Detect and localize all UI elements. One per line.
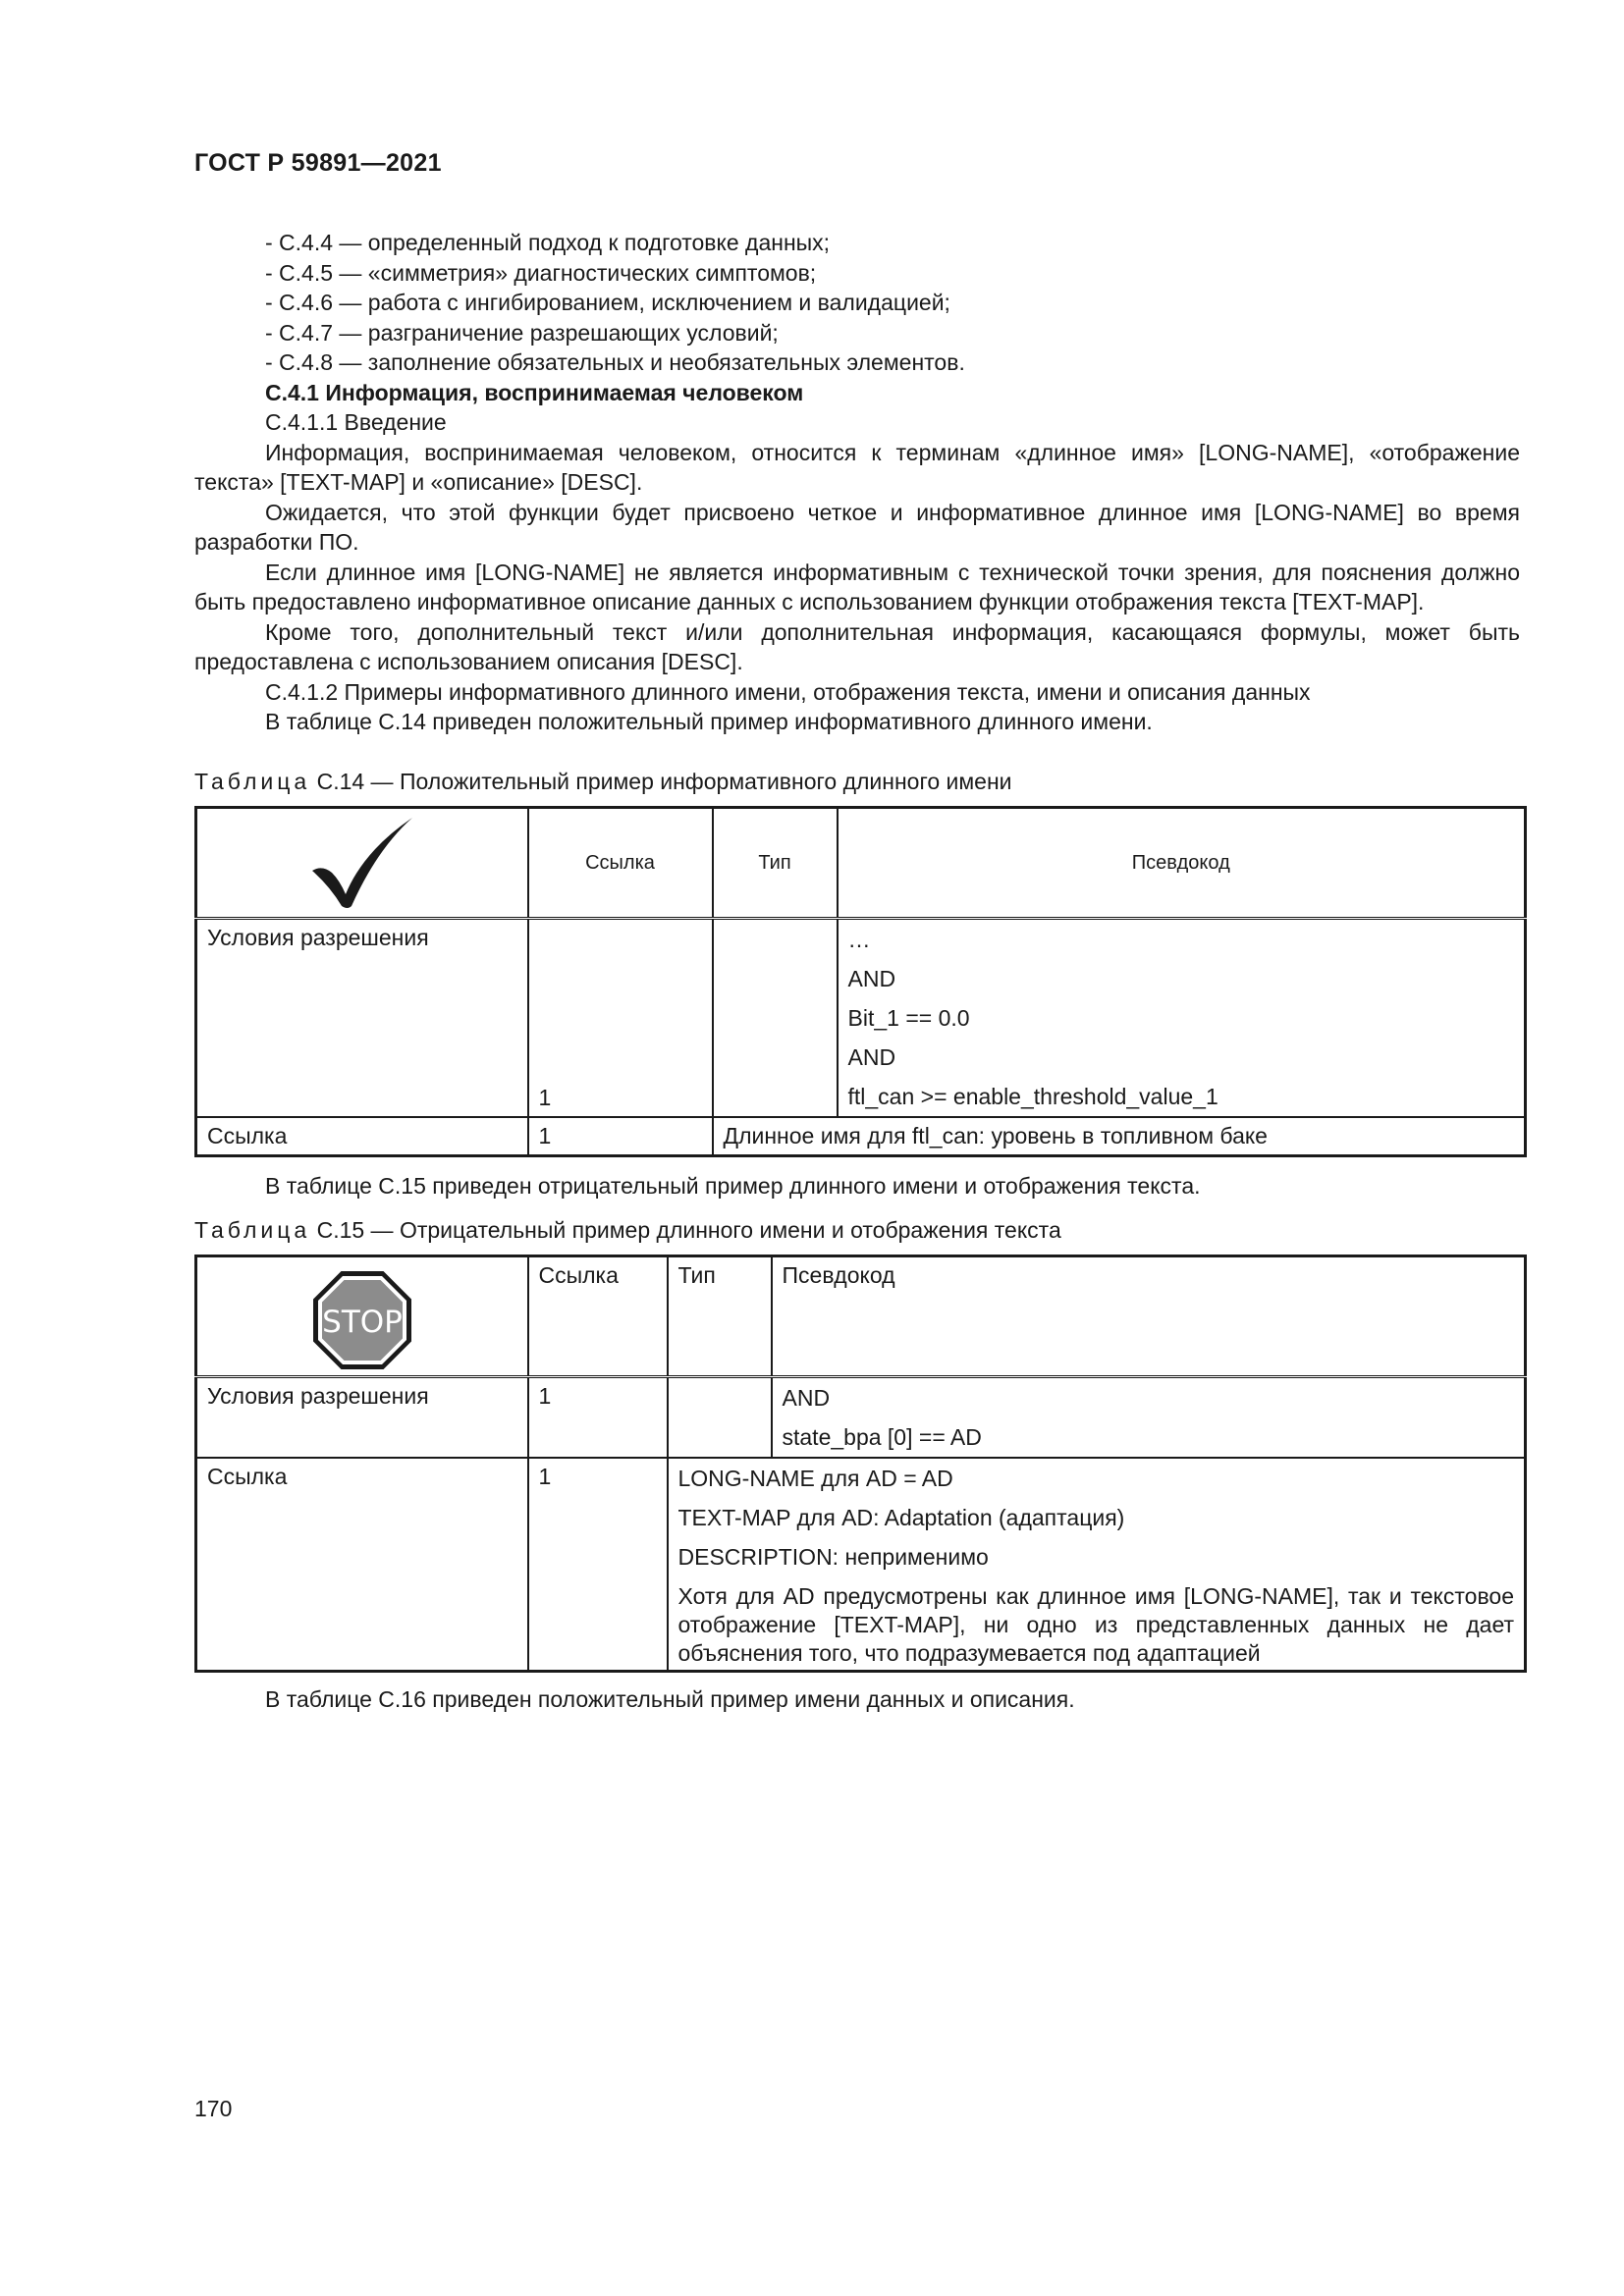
description-line: DESCRIPTION: неприменимо (677, 1544, 989, 1570)
row-type (713, 919, 838, 1118)
row-label: Условия разрешения (196, 1377, 528, 1459)
table-row (196, 1458, 1526, 1672)
body-text (194, 228, 1520, 1715)
row-description (668, 1458, 1526, 1672)
row-ref: 1 (528, 1377, 668, 1459)
header-type: Тип (713, 808, 838, 919)
table-c14 (194, 806, 1527, 1157)
caption-prefix: Таблица (194, 1216, 311, 1243)
page-number: 170 (194, 2096, 233, 2121)
header-pseudocode: Псевдокод (772, 1256, 1526, 1377)
pseudocode-line: AND (847, 1044, 896, 1070)
table-caption-c15 (194, 1215, 1520, 1246)
table-header-row (196, 1256, 1526, 1377)
stop-sign-icon (311, 1269, 413, 1371)
stop-sign-text: STOP (321, 1305, 403, 1340)
row-pseudocode (772, 1377, 1526, 1459)
description-line: LONG-NAME для AD = AD (677, 1466, 953, 1491)
table-row (196, 1117, 1526, 1156)
paragraph: Ожидается, что этой функции будет присвоено четкое и информативное длинное имя [LONG-NAME] во время разработки ПО. (194, 499, 1520, 555)
header-type: Тип (668, 1256, 772, 1377)
list-item: - С.4.8 — заполнение обязательных и необязательных элементов. (265, 349, 965, 375)
check-mark-icon (308, 816, 416, 910)
row-description: Длинное имя для ftl_can: уровень в топливном баке (713, 1117, 1526, 1156)
header-ref: Ссылка (528, 808, 713, 919)
list-item: - С.4.5 — «симметрия» диагностических симптомов; (265, 259, 817, 286)
table-intro: В таблице С.14 приведен положительный пример информативного длинного имени. (265, 709, 1153, 734)
paragraph: Информация, воспринимаемая человеком, относится к терминам «длинное имя» [LONG-NAME], «отображение текста» [TEXT-MAP] и «описание» [DESC]. (194, 439, 1520, 495)
list-item: - С.4.7 — разграничение разрешающих условий; (265, 319, 779, 346)
table-caption-c14 (194, 767, 1520, 797)
table-row (196, 919, 1526, 1118)
row-label: Ссылка (196, 1117, 528, 1156)
pseudocode-line: … (847, 927, 871, 952)
pseudocode-line: AND (847, 966, 896, 991)
row-pseudocode (838, 919, 1526, 1118)
table-intro: В таблице С.16 приведен положительный пример имени данных и описания. (265, 1686, 1075, 1712)
caption-prefix: Таблица (194, 768, 311, 794)
pseudocode-line: ftl_can >= enable_threshold_value_1 (847, 1084, 1218, 1109)
pseudocode-line: Bit_1 == 0.0 (847, 1005, 970, 1031)
row-ref: 1 (528, 919, 713, 1118)
table-intro: В таблице С.15 приведен отрицательный пример длинного имени и отображения текста. (265, 1173, 1201, 1199)
section-heading: С.4.1 Информация, воспринимаемая человеком (265, 379, 804, 405)
paragraph: Если длинное имя [LONG-NAME] не является информативным с технической точки зрения, для пояснения должно быть предоставлено информативное описание данных с использованием функции отображения текста [TEXT-MAP]. (194, 559, 1520, 614)
pseudocode-line: AND (782, 1385, 831, 1411)
table-c15 (194, 1255, 1527, 1673)
list-item: - С.4.4 — определенный подход к подготовке данных; (265, 230, 831, 255)
description-line: TEXT-MAP для AD: Adaptation (адаптация) (677, 1505, 1125, 1530)
icon-cell (196, 1256, 528, 1377)
pseudocode-line: state_bpa [0] == AD (782, 1424, 982, 1450)
row-type (668, 1377, 772, 1459)
subsection-heading: С.4.1.1 Введение (265, 409, 447, 435)
description-paragraph: Хотя для AD предусмотрены как длинное имя [LONG-NAME], так и текстовое отображение [TEXT-MAP], ни одно из представленных данных не дает объяснения того, что подразумевается под адаптацией (677, 1583, 1514, 1666)
row-label: Условия разрешения (196, 919, 528, 1118)
table-row (196, 1377, 1526, 1459)
table-header-row (196, 808, 1526, 919)
paragraph: Кроме того, дополнительный текст и/или дополнительная информация, касающаяся формулы, может быть предоставлена с использованием описания [DESC]. (194, 618, 1520, 674)
row-ref: 1 (528, 1117, 713, 1156)
header-ref: Ссылка (528, 1256, 668, 1377)
row-label: Ссылка (196, 1458, 528, 1672)
standard-header: ГОСТ Р 59891—2021 (194, 149, 442, 177)
caption-text: С.15 — Отрицательный пример длинного имени и отображения текста (310, 1216, 1061, 1243)
caption-text: С.14 — Положительный пример информативного длинного имени (310, 768, 1012, 794)
header-pseudocode: Псевдокод (838, 808, 1526, 919)
list-item: - С.4.6 — работа с ингибированием, исключением и валидацией; (265, 290, 950, 315)
subsection-heading: С.4.1.2 Примеры информативного длинного имени, отображения текста, имени и описания данных (265, 678, 1311, 705)
row-ref: 1 (528, 1458, 668, 1672)
icon-cell (196, 808, 528, 919)
